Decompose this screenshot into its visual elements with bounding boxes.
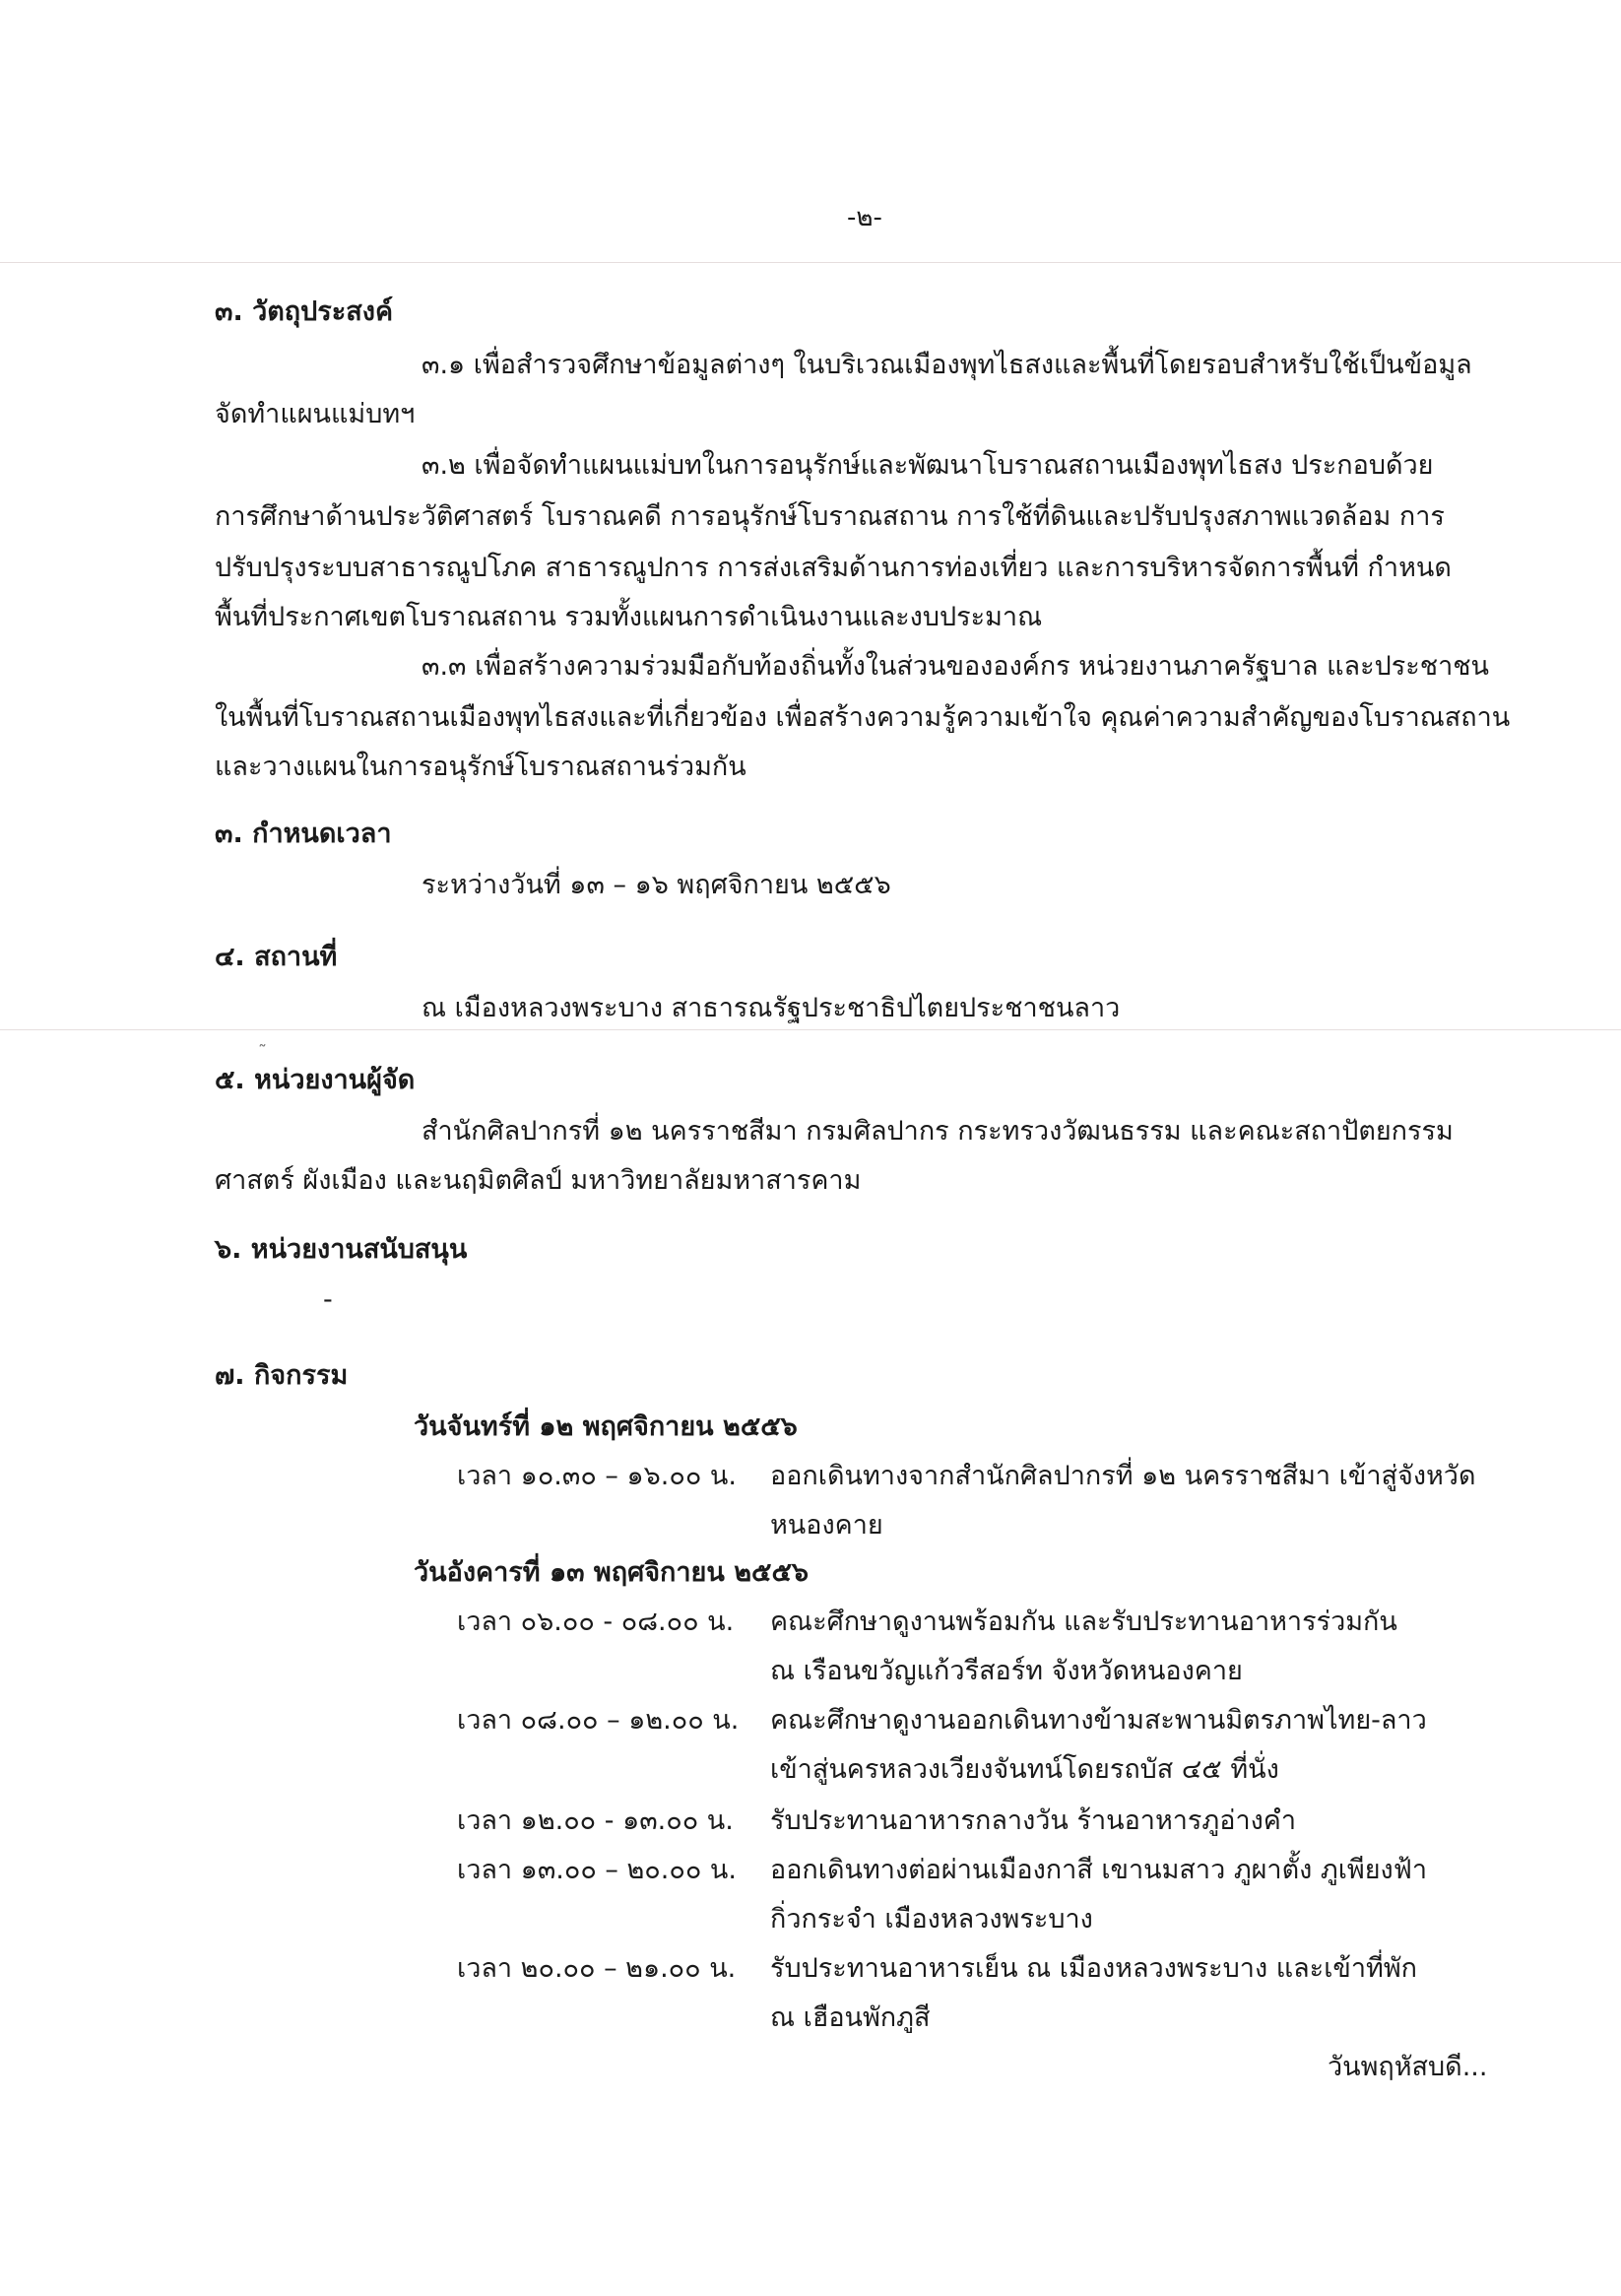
objective-3-line-3: และวางแผนในการอนุรักษ์โบราณสถานร่วมกัน — [215, 752, 746, 782]
day-2-event-3-line-1: รับประทานอาหารกลางวัน ร้านอาหารภูอ่างคำ — [770, 1805, 1297, 1836]
day-2-event-2-line-2: เข้าสู่นครหลวงเวียงจันทน์โดยรถบัส ๔๕ ที่นั่ง — [770, 1754, 1279, 1785]
day-2-event-5-time: เวลา ๒๐.๐๐ – ๒๑.๐๐ น. — [457, 1953, 737, 1984]
day-2-event-3-time: เวลา ๑๒.๐๐ - ๑๓.๐๐ น. — [457, 1805, 734, 1836]
schedule-heading: ๓. กำหนดเวลา — [215, 819, 392, 849]
day-1-event-1-line-2: หนองคาย — [770, 1510, 883, 1541]
organizer-line-2: ศาสตร์ ผังเมือง และนฤมิตศิลป์ มหาวิทยาลัยมหาสารคาม — [215, 1165, 862, 1196]
objective-2-line-4: พื้นที่ประกาศเขตโบราณสถาน รวมทั้งแผนการดำเนินงานและงบประมาณ — [215, 602, 1043, 632]
organizer-heading: ๕. หน่วยงานผู้จัด — [215, 1065, 416, 1095]
venue-heading: ๔. สถานที่ — [215, 942, 338, 972]
support-text: - — [323, 1284, 333, 1315]
objective-3-line-2: ในพื้นที่โบราณสถานเมืองพุทไธสงและที่เกี่ยวข้อง เพื่อสร้างความรู้ความเข้าใจ คุณค่าความสำคัญของโบราณสถาน — [215, 702, 1511, 733]
objective-heading: ๓. วัตถุประสงค์ — [215, 296, 394, 327]
objective-1-line-1: ๓.๑ เพื่อสำรวจศึกษาข้อมูลต่างๆ ในบริเวณเมืองพุทไธสงและพื้นที่โดยรอบสำหรับใช้เป็นข้อมูล — [421, 350, 1472, 380]
day-2-event-2-time: เวลา ๐๘.๐๐ – ๑๒.๐๐ น. — [457, 1705, 740, 1736]
day-2-event-4-line-2: กิ่วกระจำ เมืองหลวงพระบาง — [770, 1904, 1093, 1935]
organizer-line-1: สำนักศิลปากรที่ ๑๒ นครราชสีมา กรมศิลปากร กระทรวงวัฒนธรรม และคณะสถาปัตยกรรม — [421, 1116, 1454, 1147]
continuation-text: วันพฤหัสบดี... — [1328, 2052, 1488, 2082]
activity-heading: ๗. กิจกรรม — [215, 1360, 349, 1391]
scan-line-top — [0, 262, 1621, 263]
day-2-event-5-line-1: รับประทานอาหารเย็น ณ เมืองหลวงพระบาง และเข้าที่พัก — [770, 1953, 1417, 1984]
day-2-event-1-time: เวลา ๐๖.๐๐ - ๐๘.๐๐ น. — [457, 1607, 735, 1637]
day-1-event-1-line-1: ออกเดินทางจากสำนักศิลปากรที่ ๑๒ นครราชสีมา เข้าสู่จังหวัด — [770, 1461, 1476, 1491]
objective-3-line-1: ๓.๓ เพื่อสร้างความร่วมมือกับท้องถิ่นทั้งในส่วนขององค์กร หน่วยงานภาครัฐบาล และประชาชน — [421, 651, 1490, 682]
day-2-title: วันอังคารที่ ๑๓ พฤศจิกายน ๒๕๕๖ — [414, 1557, 810, 1588]
day-2-event-2-line-1: คณะศึกษาดูงานออกเดินทางข้ามสะพานมิตรภาพไทย-ลาว — [770, 1705, 1427, 1736]
day-2-event-1-line-2: ณ เรือนขวัญแก้วรีสอร์ท จังหวัดหนองคาย — [770, 1656, 1243, 1686]
schedule-text: ระหว่างวันที่ ๑๓ – ๑๖ พฤศจิกายน ๒๕๕๖ — [421, 870, 891, 900]
scan-line-middle — [0, 1029, 1621, 1030]
day-2-event-4-line-1: ออกเดินทางต่อผ่านเมืองกาสี เขานมสาว ภูผาตั้ง ภูเพียงฟ้า — [770, 1855, 1427, 1885]
day-1-title: วันจันทร์ที่ ๑๒ พฤศจิกายน ๒๕๕๖ — [414, 1411, 798, 1442]
venue-text: ณ เมืองหลวงพระบาง สาธารณรัฐประชาธิปไตยประชาชนลาว — [421, 993, 1121, 1023]
objective-2-line-2: การศึกษาด้านประวัติศาสตร์ โบราณคดี การอนุรักษ์โบราณสถาน การใช้ที่ดินและปรับปรุงสภาพแวดล้อม การ — [215, 501, 1445, 532]
day-2-event-5-line-2: ณ เฮือนพักภูสี — [770, 2002, 931, 2033]
scan-smudge: ˜ — [258, 1042, 267, 1063]
day-1-event-1-time: เวลา ๑๐.๓๐ – ๑๖.๐๐ น. — [457, 1461, 737, 1491]
page-number: -๒- — [847, 203, 882, 232]
day-2-event-4-time: เวลา ๑๓.๐๐ – ๒๐.๐๐ น. — [457, 1855, 737, 1885]
objective-2-line-1: ๓.๒ เพื่อจัดทำแผนแม่บทในการอนุรักษ์และพัฒนาโบราณสถานเมืองพุทไธสง ประกอบด้วย — [421, 450, 1434, 481]
support-heading: ๖. หน่วยงานสนับสนุน — [215, 1234, 468, 1265]
objective-2-line-3: ปรับปรุงระบบสาธารณูปโภค สาธารณูปการ การส่งเสริมด้านการท่องเที่ยว และการบริหารจัดการพื้นที่ กำหนด — [215, 553, 1452, 583]
day-2-event-1-line-1: คณะศึกษาดูงานพร้อมกัน และรับประทานอาหารร่วมกัน — [770, 1607, 1397, 1637]
objective-1-line-2: จัดทำแผนแม่บทฯ — [215, 399, 416, 429]
